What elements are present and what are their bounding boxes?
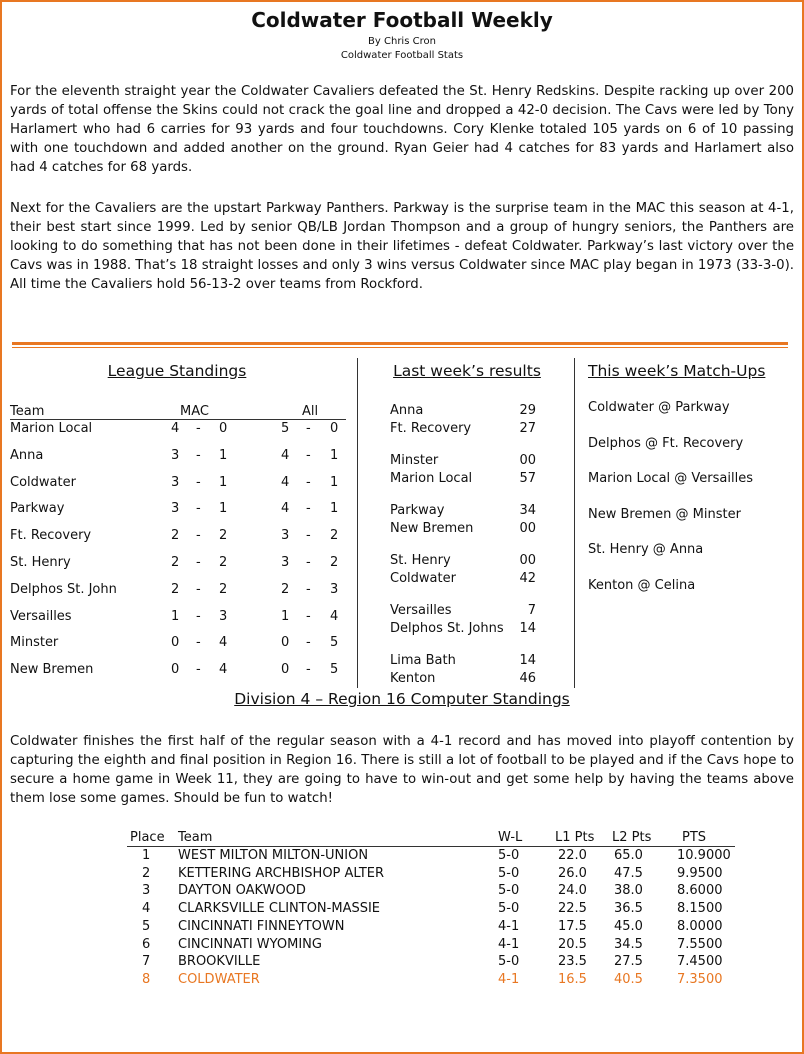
standings-row <box>10 501 350 519</box>
mac-losses: 4 <box>219 662 228 678</box>
region-table-rule <box>127 846 735 847</box>
team-name: Marion Local <box>10 421 93 436</box>
all-losses: 4 <box>330 608 339 624</box>
l1-points: 23.5 <box>558 954 587 970</box>
l1-points: 22.5 <box>558 901 587 917</box>
mac-losses: 1 <box>219 447 228 463</box>
l1-points: 24.0 <box>558 883 587 899</box>
article-paragraph-2: Next for the Cavaliers are the upstart Parkway Panthers. Parkway is the surprise team in the MAC this season at 4-1, their best start since 1999. Led by senior QB/LB Jordan Thompson and a group of hungry seniors, the Panthers are looking to do something that has not been done in their lifetimes - defeat Coldwater. Parkway’s last victory over the Cavs was in 1988. That’s 18 straight losses and only 3 wins versus Coldwater since MAC play began in 1973 (33-3-0). All time the Cavaliers hold 56-13-2 over teams from Rockford. <box>10 201 794 292</box>
region-row <box>2 848 802 866</box>
points: 7.3500 <box>677 971 723 987</box>
mac-wins: 2 <box>171 528 180 544</box>
all-losses: 5 <box>330 662 339 678</box>
mac-wins: 3 <box>171 501 180 517</box>
result-line <box>390 503 540 521</box>
dash: - <box>306 421 311 436</box>
result-team: Coldwater <box>390 571 456 586</box>
col-wl: W-L <box>498 830 523 845</box>
result-team: Parkway <box>390 503 445 518</box>
section-divider-thin <box>12 347 788 348</box>
points: 7.4500 <box>677 954 723 970</box>
mac-wins: 3 <box>171 474 180 490</box>
result-line <box>390 471 540 489</box>
mac-losses: 1 <box>219 474 228 490</box>
column-divider <box>357 358 358 688</box>
column-divider <box>574 358 575 688</box>
subbyline: Coldwater Football Stats <box>340 50 464 61</box>
all-wins: 4 <box>281 501 290 517</box>
all-losses: 2 <box>330 528 339 544</box>
place: 7 <box>142 954 151 970</box>
team-name: New Bremen <box>10 662 94 678</box>
mac-losses: 2 <box>219 581 228 597</box>
l2-points: 65.0 <box>614 848 643 863</box>
win-loss: 5-0 <box>498 865 520 881</box>
result-score: 42 <box>519 571 536 586</box>
standings-row <box>10 528 350 546</box>
result-line <box>390 453 540 471</box>
all-losses: 2 <box>330 555 339 570</box>
l1-points: 16.5 <box>558 971 587 987</box>
standings-title: League Standings <box>107 362 247 380</box>
result-team: Marion Local <box>390 471 473 486</box>
matchup-item: Delphos @ Ft. Recovery <box>588 435 744 451</box>
page-title: Coldwater Football Weekly <box>251 8 553 32</box>
mac-losses: 3 <box>219 608 228 624</box>
result-line <box>390 421 540 439</box>
l2-points: 47.5 <box>614 865 643 881</box>
dash: - <box>196 608 201 624</box>
all-wins: 5 <box>281 421 290 436</box>
points: 9.9500 <box>677 865 723 881</box>
result-score: 00 <box>519 553 536 568</box>
result-team: Minster <box>390 453 439 468</box>
place: 6 <box>142 936 151 952</box>
result-team: Kenton <box>390 671 436 686</box>
standings-header-mac: MAC <box>180 404 209 419</box>
result-line <box>390 621 540 639</box>
region-row <box>2 972 802 990</box>
matchup-item: Coldwater @ Parkway <box>588 400 730 415</box>
standings-row <box>10 662 350 680</box>
region-row <box>2 937 802 955</box>
dash: - <box>196 501 201 517</box>
win-loss: 5-0 <box>498 848 520 863</box>
mac-losses: 0 <box>219 421 228 436</box>
region-standings-title: Division 4 – Region 16 Computer Standings <box>234 690 570 708</box>
standings-row <box>10 635 350 653</box>
win-loss: 5-0 <box>498 954 520 970</box>
points: 8.6000 <box>677 883 723 899</box>
mac-wins: 2 <box>171 555 180 570</box>
result-line <box>390 603 540 621</box>
l1-points: 26.0 <box>558 865 587 881</box>
all-losses: 3 <box>330 581 339 597</box>
all-losses: 5 <box>330 635 339 651</box>
result-team: Lima Bath <box>390 653 456 668</box>
place: 2 <box>142 865 151 881</box>
mac-wins: 0 <box>171 662 180 678</box>
dash: - <box>306 501 311 517</box>
mac-wins: 4 <box>171 421 180 436</box>
dash: - <box>196 528 201 544</box>
dash: - <box>306 581 311 597</box>
l2-points: 38.0 <box>614 883 643 899</box>
dash: - <box>196 474 201 490</box>
region-row <box>2 866 802 884</box>
dash: - <box>306 608 311 624</box>
standings-row <box>10 609 350 627</box>
l2-points: 40.5 <box>614 971 643 987</box>
team-name: CINCINNATI FINNEYTOWN <box>178 918 345 934</box>
team-name: DAYTON OAKWOOD <box>178 883 306 899</box>
win-loss: 4-1 <box>498 936 520 952</box>
team-name: CINCINNATI WYOMING <box>178 936 322 952</box>
result-line <box>390 571 540 589</box>
dash: - <box>306 635 311 651</box>
l2-points: 45.0 <box>614 918 643 934</box>
team-name: St. Henry <box>10 555 71 570</box>
win-loss: 4-1 <box>498 918 520 934</box>
team-name: WEST MILTON MILTON-UNION <box>178 848 369 863</box>
mac-wins: 1 <box>171 608 180 624</box>
dash: - <box>306 555 311 570</box>
all-wins: 1 <box>281 608 290 624</box>
team-name: Anna <box>10 447 44 463</box>
result-team: Ft. Recovery <box>390 421 472 436</box>
result-line <box>390 403 540 421</box>
team-name: Delphos St. John <box>10 581 117 597</box>
result-line <box>390 553 540 571</box>
result-team: New Bremen <box>390 521 474 536</box>
dash: - <box>306 528 311 544</box>
col-pts: PTS <box>682 830 707 845</box>
result-score: 29 <box>519 403 536 418</box>
result-team: Delphos St. Johns <box>390 621 504 636</box>
matchup-item: Marion Local @ Versailles <box>588 471 753 486</box>
all-losses: 0 <box>330 421 339 436</box>
team-name: CLARKSVILLE CLINTON-MASSIE <box>178 901 381 917</box>
dash: - <box>196 421 201 436</box>
all-losses: 1 <box>330 501 339 517</box>
standings-header-all: All <box>302 404 319 419</box>
standings-header-rule <box>10 419 346 420</box>
team-name: COLDWATER <box>178 971 260 987</box>
mac-losses: 4 <box>219 635 228 651</box>
standings-row <box>10 582 350 600</box>
col-place: Place <box>130 830 165 845</box>
matchups-title: This week’s Match-Ups <box>588 362 766 380</box>
all-wins: 3 <box>281 528 290 544</box>
l1-points: 17.5 <box>558 918 587 934</box>
result-score: 34 <box>519 503 536 518</box>
points: 8.0000 <box>677 918 723 934</box>
result-team: Versailles <box>390 603 452 618</box>
result-line <box>390 653 540 671</box>
all-wins: 2 <box>281 581 290 597</box>
points: 7.5500 <box>677 936 723 952</box>
all-wins: 0 <box>281 662 290 678</box>
mac-wins: 3 <box>171 447 180 463</box>
region-row <box>2 919 802 937</box>
team-name: Minster <box>10 635 59 651</box>
dash: - <box>196 447 201 463</box>
all-losses: 1 <box>330 447 339 463</box>
mac-losses: 2 <box>219 555 228 570</box>
all-wins: 3 <box>281 555 290 570</box>
article-paragraph-1: For the eleventh straight year the Coldwater Cavaliers defeated the St. Henry Redskins. Despite racking up over 200 yards of total offense the Skins could not crack the goal line and dropped a 42-0 decision. The Cavs were led by Tony Harlamert who had 6 carries for 93 yards and four touchdowns. Cory Klenke totaled 105 yards on 6 of 10 passing with one touchdown and added another on the ground. Ryan Geier had 4 catches for 83 yards and Harlamert also had 4 catches for 68 yards. <box>10 84 794 175</box>
win-loss: 5-0 <box>498 901 520 917</box>
result-team: Anna <box>390 403 424 418</box>
place: 1 <box>142 848 151 863</box>
l1-points: 20.5 <box>558 936 587 952</box>
results-title: Last week’s results <box>393 362 541 380</box>
region-row <box>2 954 802 972</box>
mac-wins: 2 <box>171 581 180 597</box>
dash: - <box>196 555 201 570</box>
dash: - <box>306 662 311 678</box>
result-score: 00 <box>519 521 536 536</box>
byline: By Chris Cron <box>368 36 436 47</box>
team-name: Coldwater <box>10 474 76 490</box>
place: 3 <box>142 883 151 899</box>
matchup-item: Kenton @ Celina <box>588 577 696 593</box>
place: 4 <box>142 901 151 917</box>
result-score: 00 <box>519 453 536 468</box>
dash: - <box>306 447 311 463</box>
team-name: Parkway <box>10 501 65 517</box>
points: 8.1500 <box>677 901 723 917</box>
team-name: KETTERING ARCHBISHOP ALTER <box>178 865 385 881</box>
section-divider <box>12 342 788 345</box>
team-name: Versailles <box>10 608 72 624</box>
l1-points: 22.0 <box>558 848 587 863</box>
col-team: Team <box>178 830 213 845</box>
col-l2: L2 Pts <box>612 830 652 845</box>
place: 5 <box>142 918 151 934</box>
standings-row <box>10 475 350 493</box>
standings-header-team: Team <box>10 404 45 419</box>
region-row <box>2 901 802 919</box>
team-name: Ft. Recovery <box>10 528 92 544</box>
region-row <box>2 883 802 901</box>
l2-points: 27.5 <box>614 954 643 970</box>
all-wins: 4 <box>281 447 290 463</box>
dash: - <box>196 581 201 597</box>
win-loss: 4-1 <box>498 971 520 987</box>
points: 10.9000 <box>677 848 731 863</box>
matchup-item: St. Henry @ Anna <box>588 542 704 557</box>
l2-points: 34.5 <box>614 936 643 952</box>
all-wins: 4 <box>281 474 290 490</box>
result-line <box>390 671 540 689</box>
dash: - <box>306 474 311 490</box>
result-score: 46 <box>519 671 536 686</box>
mac-losses: 1 <box>219 501 228 517</box>
result-score: 27 <box>519 421 536 436</box>
dash: - <box>196 635 201 651</box>
l2-points: 36.5 <box>614 901 643 917</box>
result-line <box>390 521 540 539</box>
result-score: 57 <box>519 471 536 486</box>
mac-wins: 0 <box>171 635 180 651</box>
win-loss: 5-0 <box>498 883 520 899</box>
article-paragraph-3: Coldwater finishes the first half of the regular season with a 4-1 record and has moved into playoff contention by capturing the eighth and final position in Region 16. There is still a lot of football to be played and if the Cavs hope to secure a home game in Week 11, they are going to have to win-out and get some help by having the teams above them lose some games. Should be fun to watch! <box>10 734 794 806</box>
col-l1: L1 Pts <box>555 830 595 845</box>
mac-losses: 2 <box>219 528 228 544</box>
all-losses: 1 <box>330 474 339 490</box>
standings-row <box>10 421 350 439</box>
place: 8 <box>142 971 151 987</box>
result-score: 14 <box>519 653 536 668</box>
result-team: St. Henry <box>390 553 451 568</box>
team-name: BROOKVILLE <box>178 954 261 970</box>
matchup-item: New Bremen @ Minster <box>588 506 741 522</box>
all-wins: 0 <box>281 635 290 651</box>
result-score: 7 <box>527 603 536 618</box>
dash: - <box>196 662 201 678</box>
result-score: 14 <box>519 621 536 636</box>
standings-row <box>10 448 350 466</box>
standings-row <box>10 555 350 573</box>
